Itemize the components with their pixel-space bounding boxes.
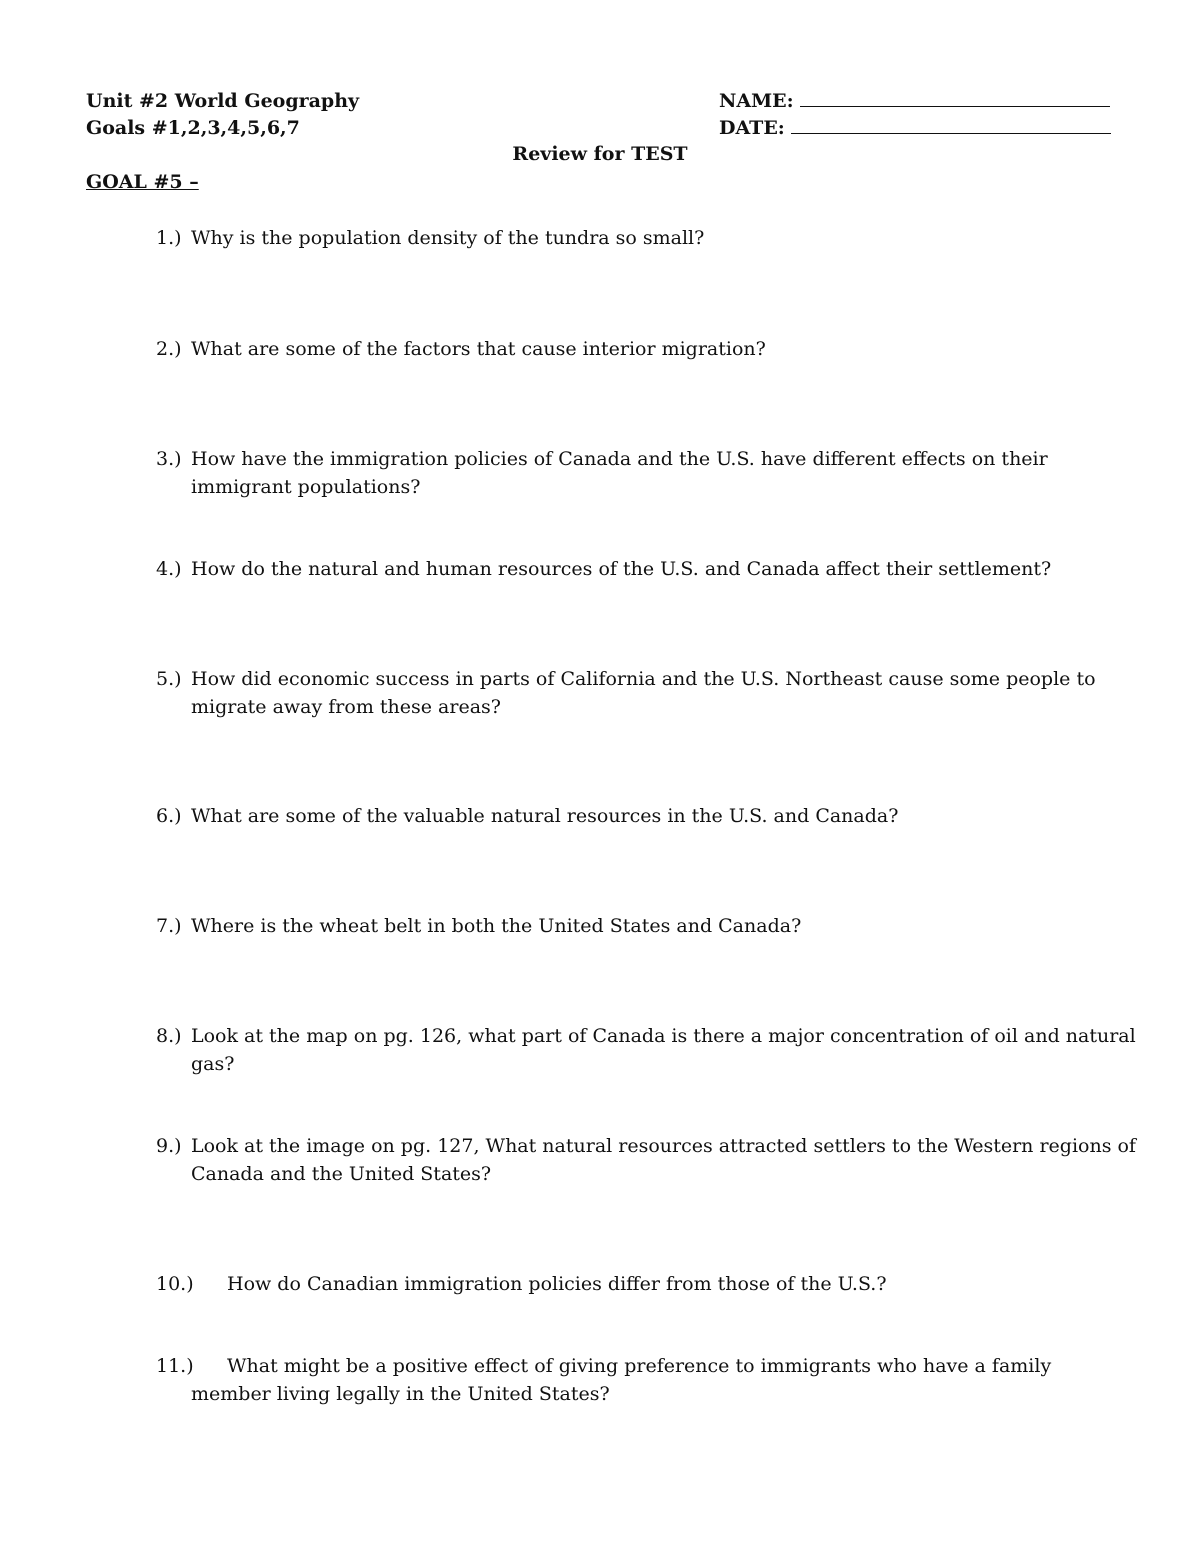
question-text: Look at the map on pg. 126, what part of Canada is there a major concentration of oil and natural gas?: [191, 1025, 1136, 1075]
question-item: [156, 802, 1136, 830]
question-number: 2.): [156, 338, 182, 360]
question-item: [156, 1352, 1136, 1408]
goal-heading: GOAL #5 –: [86, 171, 199, 193]
question-item: [156, 665, 1136, 721]
question-item: [156, 555, 1136, 583]
question-number: 5.): [156, 668, 182, 690]
question-text: How do the natural and human resources of the U.S. and Canada affect their settlement?: [191, 558, 1052, 580]
question-text: What might be a positive effect of giving preference to immigrants who have a family member living legally in the United States?: [191, 1355, 1052, 1405]
question-number: 8.): [156, 1025, 182, 1047]
header-right: [719, 88, 1111, 142]
question-text: Where is the wheat belt in both the United States and Canada?: [191, 915, 802, 937]
question-number: 3.): [156, 448, 182, 470]
question-number: 9.): [156, 1135, 182, 1157]
question-number: 6.): [156, 805, 182, 827]
name-row: [719, 88, 1111, 115]
name-label: NAME:: [719, 90, 794, 112]
question-text: Look at the image on pg. 127, What natural resources attracted settlers to the Western regions of Canada and the United States?: [191, 1135, 1136, 1185]
question-number: 11.): [156, 1355, 194, 1377]
question-text: Why is the population density of the tundra so small?: [191, 227, 705, 249]
question-item: [156, 1132, 1136, 1188]
question-text: How do Canadian immigration policies differ from those of the U.S.?: [227, 1273, 887, 1295]
goals-line: Goals #1,2,3,4,5,6,7: [86, 117, 300, 139]
date-row: [719, 115, 1111, 142]
question-text: How did economic success in parts of California and the U.S. Northeast cause some people to migrate away from these areas?: [191, 668, 1096, 718]
review-title: Review for TEST: [512, 143, 688, 165]
question-item: [156, 445, 1136, 501]
question-text: How have the immigration policies of Canada and the U.S. have different effects on their immigrant populations?: [191, 448, 1048, 498]
name-field[interactable]: [800, 88, 1110, 107]
question-text: What are some of the valuable natural resources in the U.S. and Canada?: [191, 805, 899, 827]
question-item: [156, 224, 1136, 252]
question-number: 10.): [156, 1273, 194, 1295]
question-item: [156, 1022, 1136, 1078]
question-text: What are some of the factors that cause interior migration?: [191, 338, 766, 360]
question-number: 7.): [156, 915, 182, 937]
date-field[interactable]: [791, 115, 1111, 134]
question-item: [156, 1270, 1136, 1298]
question-item: [156, 912, 1136, 940]
unit-title: Unit #2 World Geography: [86, 90, 360, 112]
question-item: [156, 335, 1136, 363]
question-number: 1.): [156, 227, 182, 249]
question-number: 4.): [156, 558, 182, 580]
header-left: [86, 88, 359, 142]
date-label: DATE:: [719, 117, 785, 139]
